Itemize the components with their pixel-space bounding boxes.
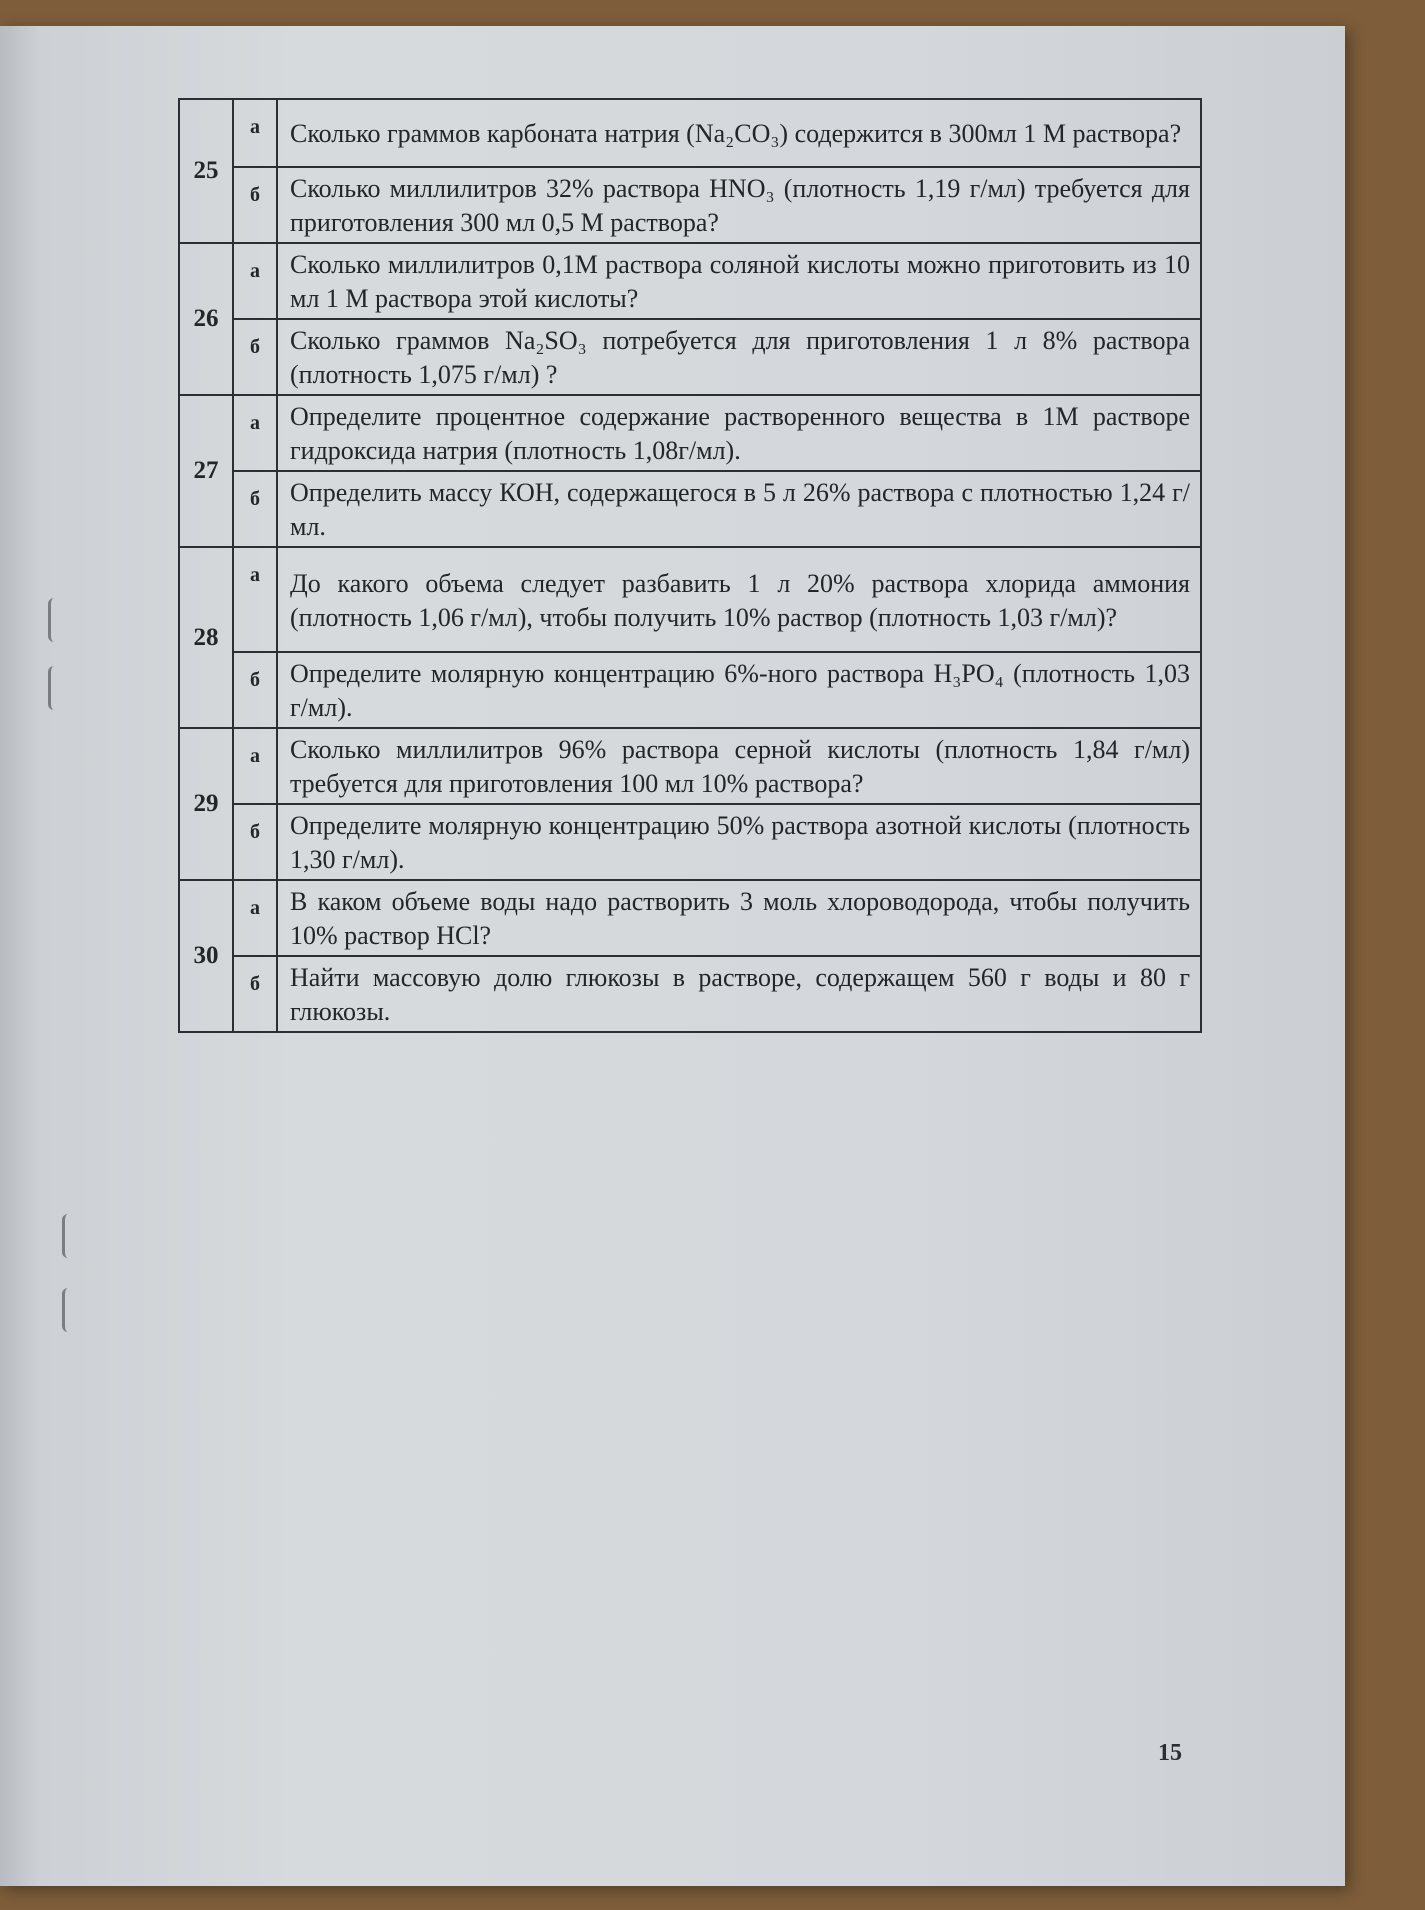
subtask-text: Определите молярную концентрацию 50% раствора азотной кислоты (плотность 1,30 г/мл). <box>277 804 1201 880</box>
task-row <box>179 880 1201 956</box>
subtask-label: а <box>233 99 277 167</box>
subtask-label: а <box>233 880 277 956</box>
subtask-text: В каком объеме воды надо растворить 3 моль хлороводорода, чтобы получить 10% раствор HCl? <box>277 880 1201 956</box>
subtask-label: а <box>233 547 277 652</box>
task-number: 29 <box>179 728 233 880</box>
subtask-text: Сколько миллилитров 32% раствора HNO₃ (плотность 1,19 г/мл) требуется для приготовления 300 мл 0,5 М раствора? <box>277 167 1201 243</box>
subtask-label: а <box>233 395 277 471</box>
task-number: 26 <box>179 243 233 395</box>
task-row <box>179 956 1201 1032</box>
subtask-label: а <box>233 728 277 804</box>
task-number: 28 <box>179 547 233 728</box>
task-row <box>179 99 1201 167</box>
binding-mark <box>62 1288 75 1332</box>
task-row <box>179 804 1201 880</box>
subtask-text: Сколько миллилитров 96% раствора серной кислоты (плотность 1,84 г/мл) требуется для приготовления 100 мл 10% раствора? <box>277 728 1201 804</box>
task-number: 25 <box>179 99 233 243</box>
task-row <box>179 395 1201 471</box>
subtask-label: б <box>233 471 277 547</box>
task-row <box>179 319 1201 395</box>
task-row <box>179 652 1201 728</box>
subtask-label: б <box>233 956 277 1032</box>
binding-mark <box>48 666 61 710</box>
task-row <box>179 728 1201 804</box>
task-row <box>179 243 1201 319</box>
subtask-text: До какого объема следует разбавить 1 л 20% раствора хлорида аммония (плотность 1,06 г/мл), чтобы получить 10% раствор (плотность 1,03 г/мл)? <box>277 547 1201 652</box>
subtask-label: б <box>233 167 277 243</box>
subtask-text: Сколько миллилитров 0,1М раствора соляной кислоты можно приготовить из 10 мл 1 М раствора этой кислоты? <box>277 243 1201 319</box>
binding-mark <box>48 598 61 642</box>
subtask-text: Определить массу КОН, содержащегося в 5 л 26% раствора с плотностью 1,24 г/мл. <box>277 471 1201 547</box>
subtask-text: Сколько граммов Na₂SO₃ потребуется для приготовления 1 л 8% раствора (плотность 1,075 г/мл) ? <box>277 319 1201 395</box>
page-number: 15 <box>1158 1740 1182 1766</box>
subtask-text: Сколько граммов карбоната натрия (Na₂CO₃) содержится в 300мл 1 М раствора? <box>277 99 1201 167</box>
task-row <box>179 167 1201 243</box>
subtask-label: б <box>233 804 277 880</box>
binding-mark <box>62 1214 75 1258</box>
subtask-label: б <box>233 652 277 728</box>
subtask-text: Найти массовую долю глюкозы в растворе, содержащем 560 г воды и 80 г глюкозы. <box>277 956 1201 1032</box>
subtask-text: Определите молярную концентрацию 6%-ного раствора H₃PO₄ (плотность 1,03 г/мл). <box>277 652 1201 728</box>
task-row <box>179 471 1201 547</box>
tasks-table <box>178 98 1202 1033</box>
subtask-text: Определите процентное содержание растворенного вещества в 1М растворе гидроксида натрия (плотность 1,08г/мл). <box>277 395 1201 471</box>
task-row <box>179 547 1201 652</box>
task-number: 30 <box>179 880 233 1032</box>
subtask-label: а <box>233 243 277 319</box>
subtask-label: б <box>233 319 277 395</box>
task-number: 27 <box>179 395 233 547</box>
